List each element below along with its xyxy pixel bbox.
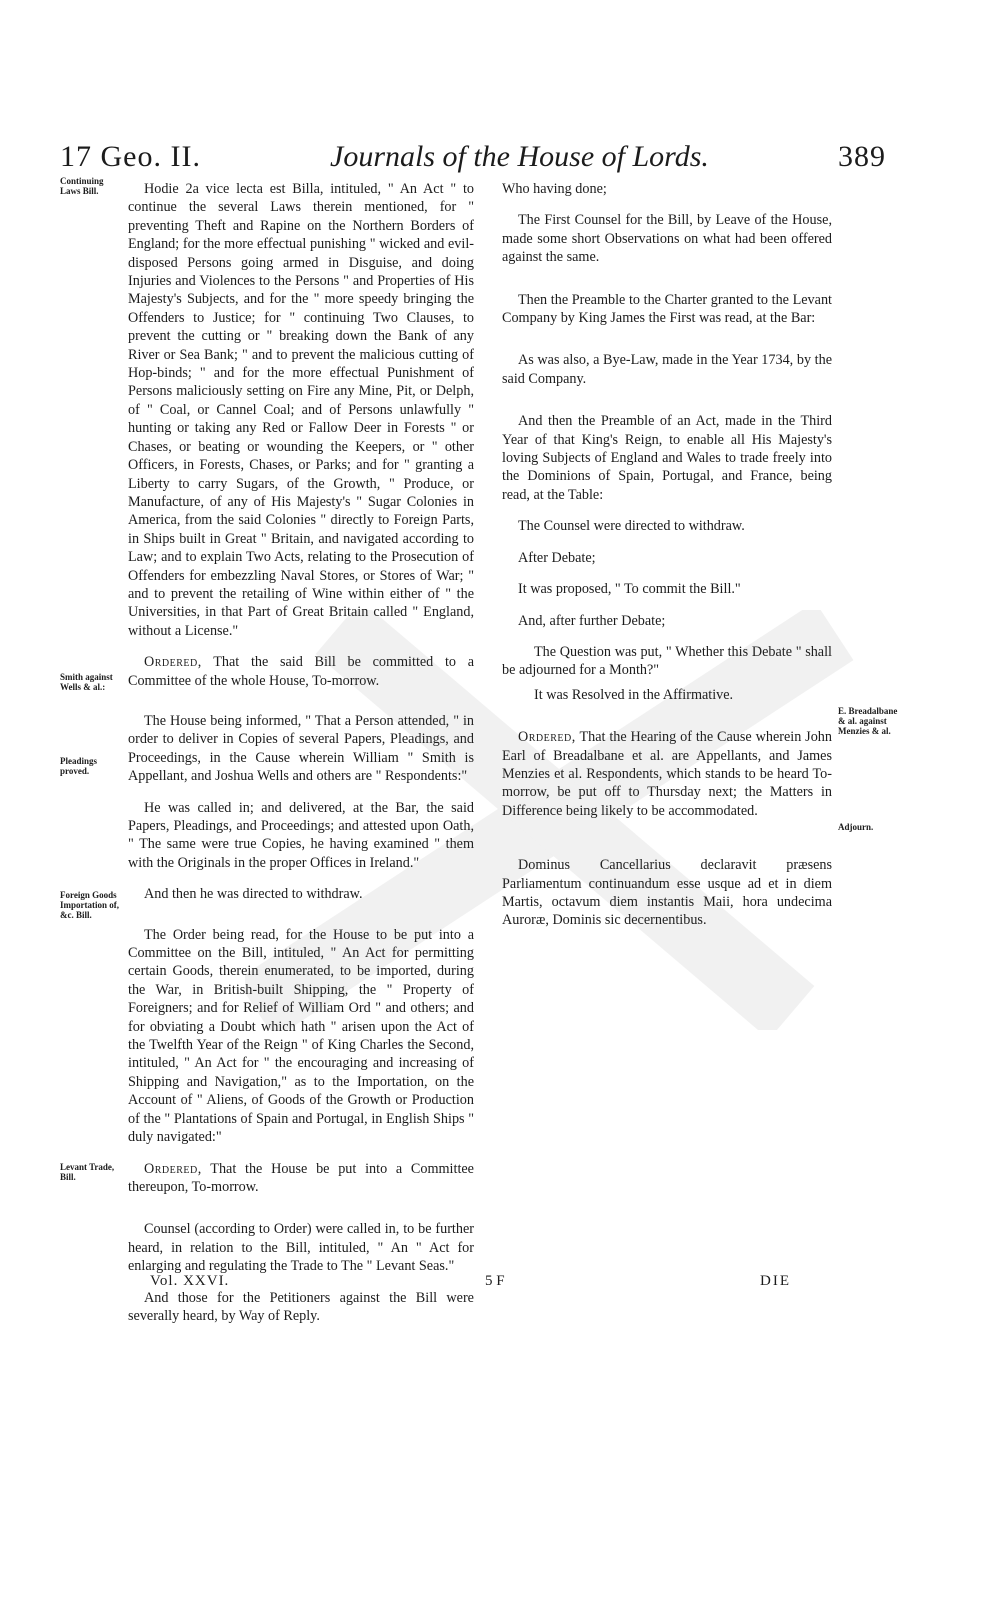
foreign-goods-paragraph: The Order being read, for the House to be put into a Committee on the Bill, intituled, " An Act for permitting certain Goods, therein enumerated, to be imported, during the War, in British-built Shipping, the " Property of Foreigners; and for Relief of William Ord " and others; and for obviating a Doubt which hath " arisen upon the Act of the Twelfth Year of the Reign " of King Charles the Second, intituled, " An Act for " the encouraging and increasing of Shipping and Navigation," as to the Importation, on the Account of " Aliens, of Goods of the Growth or Production of the " Plantations of Spain and Portugal, in English Ships " duly navigated:" (128, 926, 474, 1146)
question-put: The Question was put, " Whether this Debate " shall be adjourned for a Month?" (502, 643, 832, 679)
order-text: That the said Bill be committed to a Committee of the whole House, To-morrow. (128, 654, 475, 689)
order-text: That the Hearing of the Cause wherein John Earl of Breadalbane et al. are Appellants, and James Menzies et al. Respondents, which stands to be heard To-morrow, be put off to Thursday next; the Matters in Difference being likely to be accommodated. (502, 729, 832, 819)
page-number: 389 (838, 140, 886, 173)
smith-wells-paragraph: The House being informed, " That a Person attended, " in order to deliver in Copies of several Papers, Pleadings, and Proceedings, in the Cause wherein William " Smith is Appellant, and Joshua Wells and others are " Respondents:" (128, 712, 474, 785)
running-head-regnal-year: 17 Geo. II. (60, 140, 201, 173)
order-hearing-paragraph (502, 728, 832, 820)
margin-note-pleadings-proved: Pleadings proved. (60, 756, 98, 776)
petitioners-reply-paragraph: And those for the Petitioners against the Bill were severally heard, by Way of Reply. (128, 1289, 474, 1324)
pleadings-paragraph: He was called in; and delivered, at the Bar, the said Papers, Pleadings, and Proceedings; and attested upon Oath, " The same were true Copies, he having examined " them with the Originals in the proper Offices in Ireland." (128, 799, 474, 871)
adjournment-paragraph: Dominus Cancellarius declaravit præsens Parliamentum continuandum esse usque ad et in diem Martis, octavum diem instantis Maii, hora undecima Auroræ, Dominis sic decernentibus. (502, 857, 832, 929)
margin-note-breadalbane: E. Breadalbane & al. against Menzies & al. (838, 706, 898, 736)
order-lead: Ordered, (144, 654, 202, 671)
proposed-commit: It was proposed, " To commit the Bill." (518, 581, 741, 598)
withdraw-paragraph: And then he was directed to withdraw. (144, 886, 363, 903)
margin-note-adjourn: Adjourn. (838, 822, 874, 832)
volume-number: Vol. XXVI. (150, 1273, 230, 1289)
order-committee-paragraph (128, 1160, 474, 1197)
running-head-title: Journals of the House of Lords. (330, 140, 709, 173)
continuing-laws-bill-paragraph: Hodie 2a vice lecta est Billa, intituled, " An Act " to continue the several Laws therein mentioned, for " preventing Theft and Rapine on the Northern Borders of England; for the more effectual punishing " wicked and evil-disposed Persons going armed in Disguise, and doing Injuries and Violences to the Persons " and Properties of His Majesty's Subjects, and for the " more speedy bringing the Offenders to Justice; for " continuing Two Clauses, to prevent the cutting or " breaking down the Bank of any River or Sea Bank; " and to prevent the malicious cutting of Hop-binds; " and for the more effectual Punishment of Persons maliciously setting on Fire any Mine, Pit, or Delph, of " Coal, or Cannel Coal; and of Persons unlawfully " hunting or taking any Red or Fallow Deer in Forests " or Chases, or beating or wounding the Keepers, or " other Officers, in Forests, Chases, or Parks; and for " granting a Liberty to carry Sugars, of the Growth, " Produce, or Manufacture, of any of His Majesty's " Sugar Colonies in America, from the said Colonies " directly to Foreign Parts, in Ships built in Great " Britain, and navigated according to Law; and to explain Two Acts, relating to the Prosecution of Offenders for embezzling Naval Stores, or Stores of War; " and to prevent the retailing of Wine within either of " the Universities, in that Part of Great Britain called " England, without a License." (128, 181, 474, 639)
right-column (502, 180, 832, 943)
after-further-debate: And, after further Debate; (518, 612, 666, 629)
margin-note-foreign-goods: Foreign Goods Importation of, &c. Bill. (60, 890, 119, 920)
catchword: DIE (760, 1273, 791, 1289)
order-text: That the House be put into a Committee thereupon, To-morrow. (128, 1160, 474, 1195)
signature-mark: 5 F (485, 1273, 505, 1289)
margin-note-smith-wells: Smith against Wells & al.: (60, 672, 113, 692)
levant-counsel-paragraph: Counsel (according to Order) were called in, to be further heard, in relation to the Bill, intituled, " An " Act for enlarging and regulating the Trade to The " Levant Seas." (128, 1221, 474, 1275)
margin-note-continuing-laws: Continuing Laws Bill. (60, 176, 104, 196)
who-having-done: Who having done; (502, 181, 607, 197)
margin-note-levant-trade: Levant Trade, Bill. (60, 1162, 115, 1182)
preamble-charter-paragraph: Then the Preamble to the Charter granted to the Levant Company by King James the First was read, at the Bar: (502, 291, 832, 327)
bye-law-paragraph: As was also, a Bye-Law, made in the Year 1734, by the said Company. (502, 352, 832, 387)
counsel-withdraw: The Counsel were directed to withdraw. (518, 518, 745, 535)
resolved-affirmative: It was Resolved in the Affirmative. (534, 686, 734, 703)
after-debate: After Debate; (518, 549, 596, 566)
order-lead: Ordered, (144, 1160, 202, 1177)
preamble-act-paragraph: And then the Preamble of an Act, made in the Third Year of that King's Reign, to enable all His Majesty's loving Subjects of England and Wales to trade freely into the Dominions of Spain, Portugal, and France, being read, at the Table: (502, 413, 832, 503)
first-counsel-paragraph: The First Counsel for the Bill, by Leave of the House, made some short Observations on what had been offered against the same. (502, 212, 832, 266)
order-lead: Ordered, (518, 729, 576, 746)
order-commit-paragraph (128, 653, 474, 690)
left-column (128, 180, 474, 1338)
